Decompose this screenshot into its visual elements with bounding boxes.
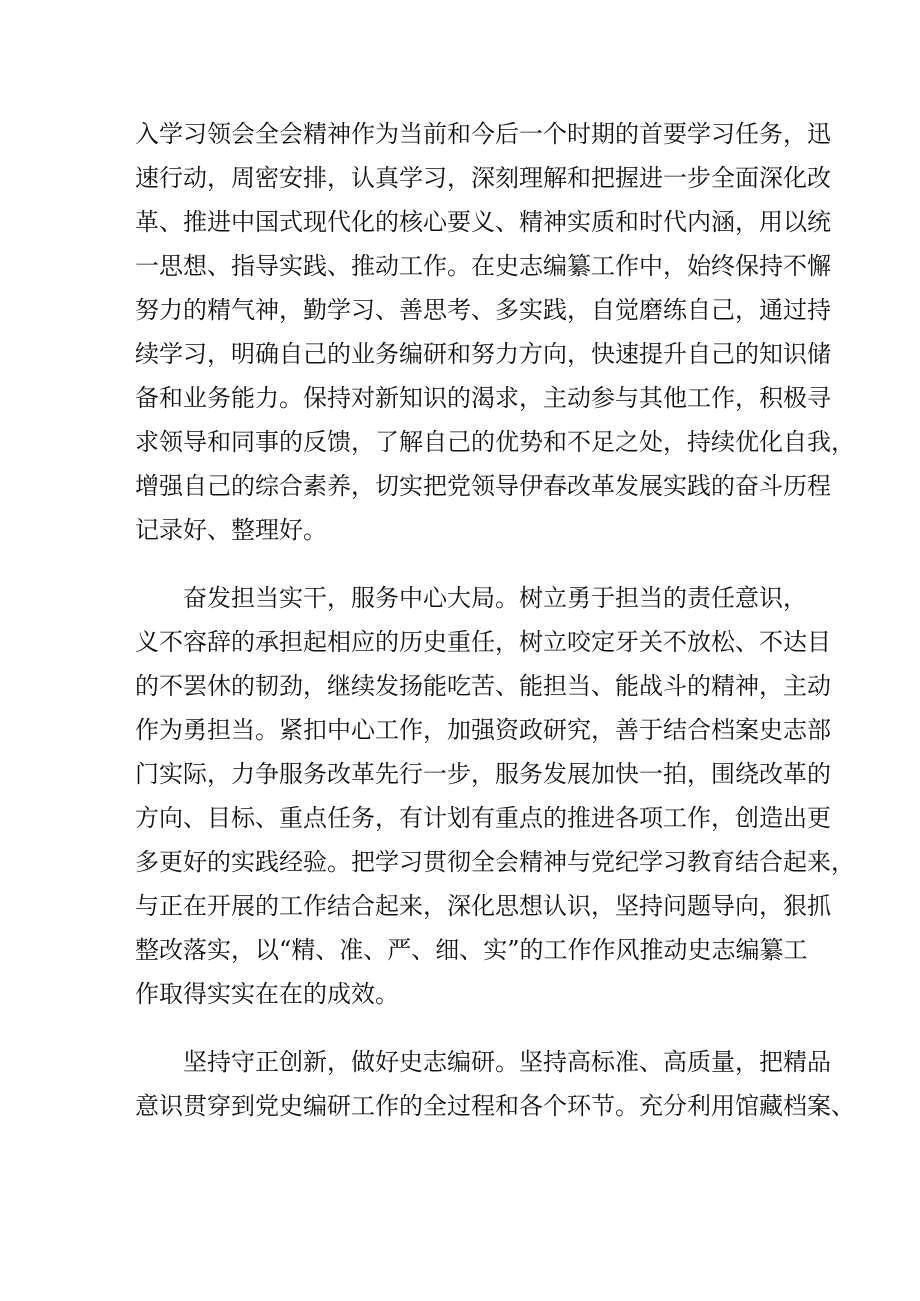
paragraph-1-line-2: 速行动，周密安排，认真学习，深刻理解和把握进一步全面深化改 — [135, 164, 831, 192]
paragraph-2-line-7: 多更好的实践经验。把学习贯彻全会精神与党纪学习教育结合起来， — [135, 848, 855, 876]
paragraph-1-line-8: 求领导和同事的反馈，了解自己的优势和不足之处，持续优化自我， — [135, 428, 855, 456]
paragraph-1-line-6: 续学习，明确自己的业务编研和努力方向，快速提升自己的知识储 — [135, 340, 831, 368]
paragraph-3-line-2: 意识贯穿到党史编研工作的全过程和各个环节。充分利用馆藏档案、 — [135, 1092, 855, 1120]
paragraph-2-line-10: 作取得实实在在的成效。 — [135, 980, 399, 1008]
paragraph-2-line-5: 门实际，力争服务改革先行一步，服务发展加快一拍，围绕改革的 — [135, 760, 831, 788]
paragraph-2-line-1: 奋发担当实干，服务中心大局。树立勇于担当的责任意识， — [183, 584, 807, 612]
paragraph-1-line-10: 记录好、整理好。 — [135, 516, 327, 544]
paragraph-2-line-9: 整改落实，以“精、准、严、细、实”的工作作风推动史志编纂工 — [135, 936, 808, 964]
paragraph-2-line-6: 方向、目标、重点任务，有计划有重点的推进各项工作，创造出更 — [135, 804, 831, 832]
paragraph-2-line-2: 义不容辞的承担起相应的历史重任，树立咬定牙关不放松、不达目 — [135, 628, 831, 656]
paragraph-1-line-7: 备和业务能力。保持对新知识的渴求，主动参与其他工作，积极寻 — [135, 384, 831, 412]
paragraph-2-line-8: 与正在开展的工作结合起来，深化思想认识，坚持问题导向，狠抓 — [135, 892, 831, 920]
paragraph-1-line-9: 增强自己的综合素养，切实把党领导伊春改革发展实践的奋斗历程 — [135, 472, 831, 500]
paragraph-1-line-3: 革、推进中国式现代化的核心要义、精神实质和时代内涵，用以统 — [135, 208, 831, 236]
paragraph-1-line-5: 努力的精气神，勤学习、善思考、多实践，自觉磨练自己，通过持 — [135, 296, 831, 324]
paragraph-2-line-3: 的不罢休的韧劲，继续发扬能吃苦、能担当、能战斗的精神，主动 — [135, 672, 831, 700]
paragraph-1-line-1: 入学习领会全会精神作为当前和今后一个时期的首要学习任务，迅 — [135, 120, 831, 148]
paragraph-2-line-4: 作为勇担当。紧扣中心工作，加强资政研究，善于结合档案史志部 — [135, 716, 831, 744]
paragraph-3-line-1: 坚持守正创新，做好史志编研。坚持高标准、高质量，把精品 — [183, 1048, 831, 1076]
paragraph-1-line-4: 一思想、指导实践、推动工作。在史志编纂工作中，始终保持不懈 — [135, 252, 831, 280]
